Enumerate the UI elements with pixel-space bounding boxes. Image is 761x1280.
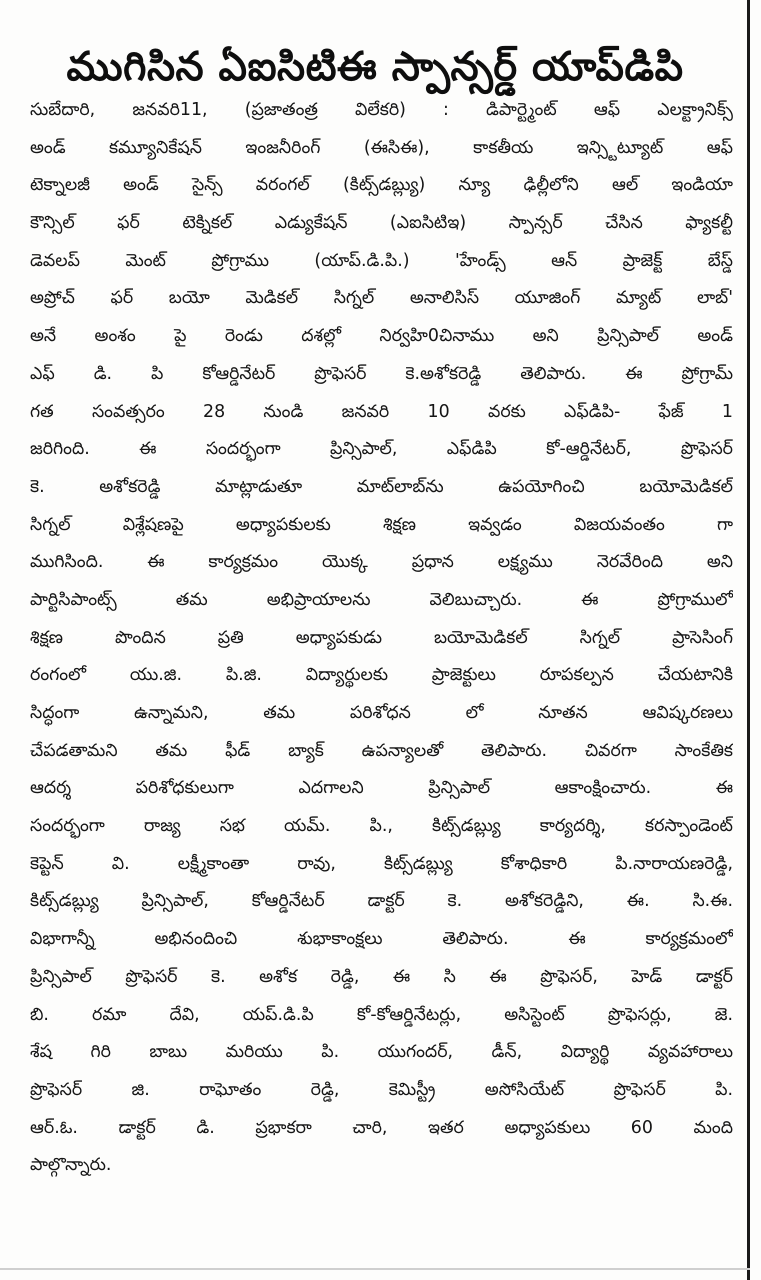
body-line-27: ప్రొఫెసర్ జి. రాఘోతం రెడ్డి, కెమిస్ట్రీ అసోసియేట్ ప్రొఫెసర్ పి. [30,1079,733,1100]
body-line-13: ముగిసింది. ఈ కార్యక్రమం యొక్క ప్రధాన లక్ష్యము నెరవేరింది అని [30,552,733,573]
body-line-21: కెప్టెన్ వి. లక్ష్మీకాంతా రావు, కిట్స్‌డబ్ల్యు కోశాధికారి పి.నారాయణరెడ్డి, [30,853,733,874]
body-line-16: రంగంలో యు.జి. పి.జి. విద్యార్థులకు ప్రాజెక్టులు రూపకల్పన చేయటానికి [30,665,733,686]
body-line-19: ఆదర్శ పరిశోధకులుగా ఎదగాలని ప్రిన్సిపాల్ ఆకాంక్షించారు. ఈ [30,778,733,799]
body-line-9: గత సంవత్సరం 28 నుండి జనవరి 10 వరకు ఎఫ్‌డిపి- ఫేజ్ 1 [30,401,733,422]
article-body [30,92,733,1185]
body-line-2: అండ్ కమ్యూనికేషన్ ఇంజనీరింగ్ (ఈసిఈ), కాకతీయ ఇన్స్టిట్యూట్ ఆఫ్ [30,137,733,158]
body-line-1: సుబేదారి, జనవరి11, (ప్రజాతంత్ర విలేకరి) : డిపార్ట్మెంట్ ఆఫ్ ఎలక్ట్రానిక్స్ [30,100,733,120]
bottom-border [0,1268,750,1270]
body-line-25: బి. రమా దేవి, యప్.డి.పి కో-కోఆర్డినేటర్లు, అసిస్టెంట్ ప్రొఫెసర్లు, జె. [30,1004,733,1025]
body-line-11: కె. అశోకరెడ్డి మాట్లాడుతూ మాట్‌లాబ్‌ను ఉపయోగించి బయోమెడికల్ [30,476,733,497]
body-line-20: సందర్భంగా రాజ్య సభ యమ్. పి., కిట్స్‌డబ్ల్యు కార్యదర్శి, కరస్పాండెంట్ [30,816,733,837]
column-divider [747,0,750,1280]
article-headline: ముగిసిన ఏఐసిటిఈ స్పాన్సర్డ్ యాప్‌డిపి [66,43,684,90]
body-line-24: ప్రిన్సిపాల్ ప్రొఫెసర్ కె. అశోక రెడ్డి, ఈ సి ఈ ప్రొఫెసర్, హెడ్ డాక్టర్ [30,966,733,987]
body-line-29: పాల్గొన్నారు. [30,1155,112,1176]
body-line-15: శిక్షణ పొందిన ప్రతి అధ్యాపకుడు బయోమెడికల్ సిగ్నల్ ప్రాసెసింగ్ [30,627,733,648]
body-line-5: డెవలప్ మెంట్ ప్రోగ్రాము (యాప్.డి.పి.) 'హేండ్స్ ఆన్ ప్రాజెక్ట్ బేస్డ్ [30,250,733,271]
body-line-8: ఎఫ్ డి. పి కోఆర్డినేటర్ ప్రొఫెసర్ కె.అశోకరెడ్డి తెలిపారు. ఈ ప్రోగ్రామ్ [30,363,733,384]
body-line-22: కిట్స్‌డబ్ల్యు ప్రిన్సిపాల్, కోఆర్డినేటర్ డాక్టర్ కె. అశోకరెడ్డిని, ఈ. సి.ఈ. [30,891,733,912]
body-line-4: కౌన్సిల్ ఫర్ టెక్నికల్ ఎడ్యుకేషన్ (ఎఐసిటిఇ) స్పాన్సర్ చేసిన ఫ్యాకల్టీ [30,213,733,234]
body-line-12: సిగ్నల్ విశ్లేషణపై అధ్యాపకులకు శిక్షణ ఇవ్వడం విజయవంతం గా [30,514,733,535]
body-line-3: టెక్నాలజీ అండ్ సైన్స్ వరంగల్ (కిట్స్‌డబ్ల్యు) న్యూ ఢిల్లీలోని ఆల్ ఇండియా [30,175,733,196]
body-line-23: విభాగాన్నీ అభినందించి శుభాకాంక్షలు తెలిపారు. ఈ కార్యక్రమంలో [30,929,733,950]
body-line-28: ఆర్.ఓ. డాక్టర్ డి. ప్రభాకరా చారి, ఇతర అధ్యాపకులు 60 మంది [30,1117,733,1138]
body-line-26: శేష గిరి బాబు మరియు పి. యుగందర్, డీన్, విద్యార్థి వ్యవహారాలు [30,1042,733,1063]
body-line-18: చేపడతామని తమ ఫీడ్ బ్యాక్ ఉపన్యాలతో తెలిపారు. చివరగా సాంకేతిక [30,740,733,761]
body-line-14: పార్టిసిపాంట్స్ తమ అభిప్రాయాలను వెలిబుచ్చారు. ఈ ప్రోగ్రాములో [30,589,733,610]
body-line-17: సిద్ధంగా ఉన్నామని, తమ పరిశోధన లో నూతన ఆవిష్కరణలు [30,703,733,723]
body-line-10: జరిగింది. ఈ సందర్భంగా ప్రిన్సిపాల్, ఎఫ్‌డిపి కో-ఆర్డినేటర్, ప్రొఫెసర్ [30,439,733,460]
body-line-6: అప్రోచ్ ఫర్ బయో మెడికల్ సిగ్నల్ అనాలిసిస్ యూజింగ్ మ్యాట్ లాబ్' [30,288,733,309]
body-line-7: అనే అంశం పై రెండు దశల్లో నిర్వహి0చినాము అని ప్రిన్సిపాల్ అండ్ [30,326,733,347]
